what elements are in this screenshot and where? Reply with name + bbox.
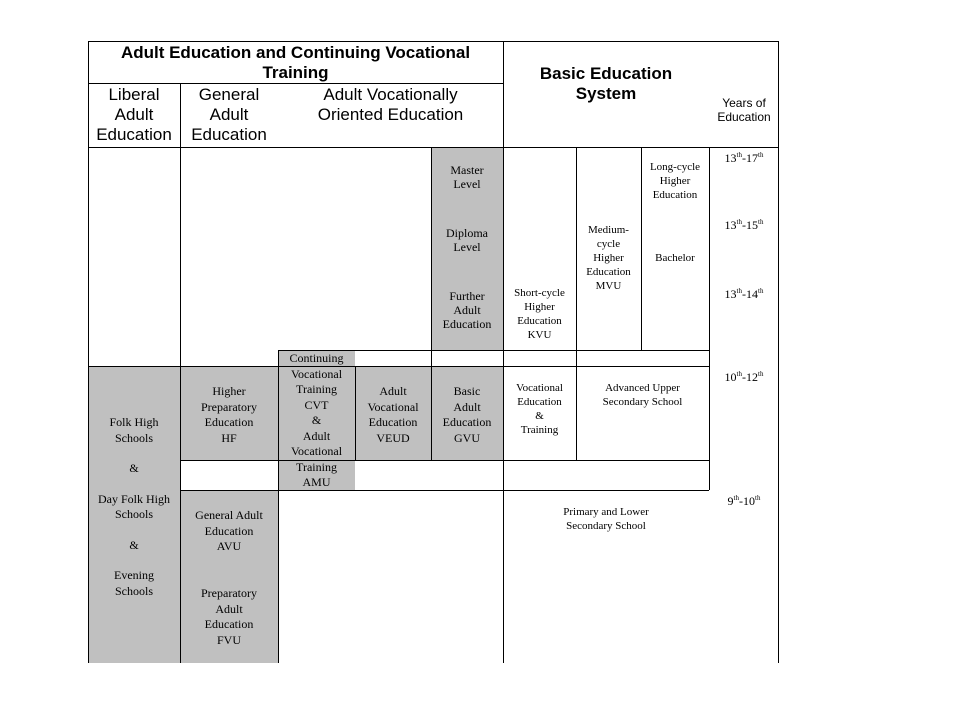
kvu-label: Short-cycle Higher Education KVU: [514, 287, 565, 341]
avu-label: General Adult Education AVU: [195, 508, 263, 553]
veud-label: Adult Vocational Education VEUD: [367, 384, 419, 445]
line-header-bottom: [88, 147, 779, 148]
years-13-14: 13th-14th: [724, 287, 764, 301]
years-10-12: 10th-12th: [724, 370, 764, 384]
line-mid-3: [180, 460, 709, 461]
further-adult-education-label: Further Adult Education: [442, 289, 492, 331]
mvu-label: Medium- cycle Higher Education MVU: [586, 224, 631, 292]
fvu-label: Preparatory Adult Education FVU: [201, 586, 257, 647]
line-col-years: [709, 148, 710, 490]
gvu-label: Basic Adult Education GVU: [442, 384, 492, 445]
vocational-education-training-label: Vocational Education & Training: [516, 382, 563, 436]
adult-education-title: Adult Education and Continuing Vocational Training: [120, 43, 471, 82]
advanced-upper-secondary-label: Advanced Upper Secondary School: [602, 382, 683, 408]
line-col-mvu: [576, 148, 577, 460]
years-9-10: 9th-10th: [727, 494, 761, 508]
cvt-amu-label: Continuing Vocational Training CVT & Adult Vocational Training AMU: [289, 351, 344, 489]
line-top: [88, 41, 779, 42]
general-adult-education-header: General Adult Education: [191, 85, 267, 144]
line-mid-4: [180, 490, 709, 491]
line-col-basic: [503, 41, 504, 663]
basic-education-title: Basic Education System: [539, 64, 673, 103]
years-of-education-header: Years of Education: [717, 96, 771, 124]
primary-lower-secondary-label: Primary and Lower Secondary School: [563, 506, 649, 532]
years-13-17: 13th-17th: [724, 151, 764, 165]
master-level-label: Master Level: [450, 163, 484, 191]
line-mid-2: [88, 366, 709, 367]
folk-high-schools-label: Folk High Schools & Day Folk High Schools & Evening Schools: [98, 415, 170, 598]
years-13-15: 13th-15th: [724, 218, 764, 232]
line-col-general: [180, 83, 181, 663]
hf-label: Higher Preparatory Education HF: [201, 384, 257, 445]
diploma-level-label: Diploma Level: [446, 226, 488, 254]
liberal-adult-education-header: Liberal Adult Education: [96, 85, 172, 144]
line-right: [778, 41, 779, 663]
long-cycle-label: Long-cycle Higher Education: [649, 161, 701, 201]
adult-vocational-header: Adult Vocationally Oriented Education: [317, 85, 464, 124]
bachelor-label: Bachelor: [655, 252, 695, 264]
line-adult-title-bottom: [88, 83, 503, 84]
